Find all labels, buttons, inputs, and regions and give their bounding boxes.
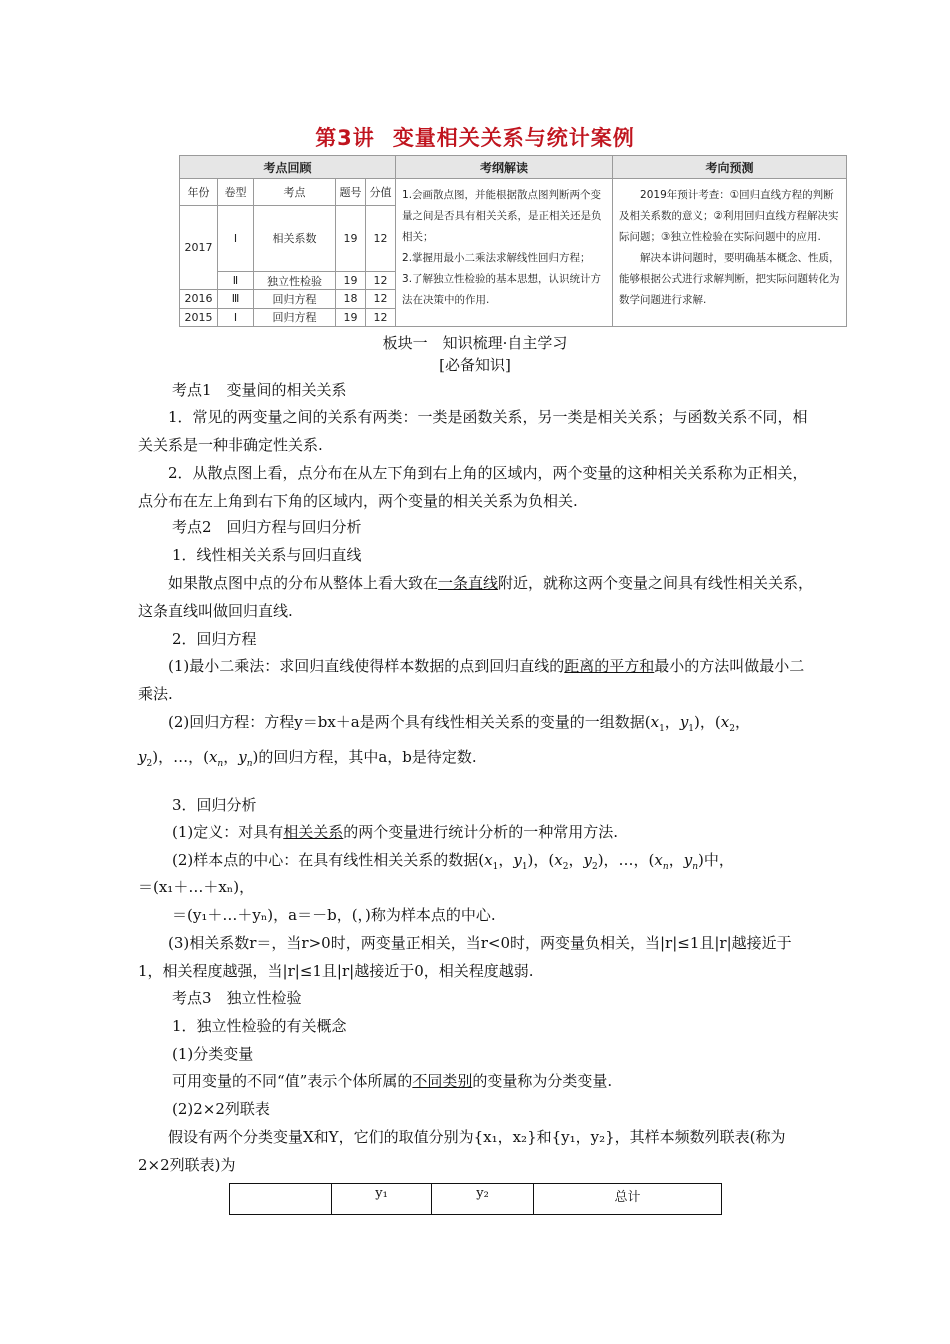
outline-cell xyxy=(396,179,613,327)
text-run: (1)最小二乘法：求回归直线使得样本数据的点到回归直线的 xyxy=(168,657,565,675)
underlined-term: 一条直线 xyxy=(438,574,499,592)
row-year: 2016 xyxy=(180,290,218,308)
kp3-contingency: (2)2×2列联表 xyxy=(172,1100,270,1118)
subheader-paper: 卷型 xyxy=(218,179,254,206)
subheader-score: 分值 xyxy=(366,179,396,206)
outline-item: 1.会画散点图，并能根据散点图判断两个变量之间是否具有相关关系，是正相关还是负相关； xyxy=(402,189,602,243)
text-run: 的两个变量进行统计分析的一种常用方法. xyxy=(343,823,619,841)
row-paper: Ⅱ xyxy=(218,271,254,289)
row-score: 12 xyxy=(366,290,396,308)
section-title xyxy=(0,332,950,353)
kp2-sub2: 2．回归方程 xyxy=(172,630,257,648)
row-year: 2017 xyxy=(180,206,218,290)
forecast-paragraph: 解决本讲问题时，要明确基本概念、性质，能够根据公式进行求解判断，把实际问题转化为数学问题进行求解. xyxy=(619,252,840,306)
row-year: 2015 xyxy=(180,308,218,326)
kp2-y-mean: ＝(y₁＋…＋yₙ)，a＝－b，(，)称为样本点的中心. xyxy=(172,906,496,924)
page-title xyxy=(0,122,950,152)
text-run: (2)样本点的中心：在具有线性相关关系的数据 xyxy=(172,851,479,869)
kp3-contingency-desc: 假设有两个分类变量X和Y，它们的取值分别为{x₁，x₂}和{y₁，y₂}，其样本频数列联表(称为2×2列联表)为 xyxy=(138,1128,786,1174)
freq-cell: 总计 xyxy=(534,1184,722,1215)
lecture-number: 第3讲 xyxy=(315,126,375,150)
lecture-topic: 变量相关关系与统计案例 xyxy=(392,126,635,150)
text-run: 最小的方法叫做最小二乘法. xyxy=(138,657,805,703)
freq-cell: y₂ xyxy=(432,1184,534,1215)
underlined-term: 不同类别 xyxy=(412,1072,473,1090)
section-name: 知识梳理·自主学习 xyxy=(442,334,568,352)
kp2-sub1: 1．线性相关关系与回归直线 xyxy=(172,546,362,564)
text-run: (2)回归方程：方程y＝bx＋a是两个具有线性相关关系的变量的一组数据 xyxy=(168,713,645,731)
kp2-correlation: (3)相关系数r＝，当r>0时，两变量正相关，当r<0时，两变量负相关，当|r|≤1且|r|越接近于1，相关程度越强，当|r|≤1且|r|越接近于0，相关程度越弱. xyxy=(138,934,792,980)
row-qno: 18 xyxy=(336,290,366,308)
kp2-regression-equation: (2)回归方程：方程y＝bx＋a是两个具有线性相关关系的变量的一组数据($x_1$，$y_1$)，($x_2$，$y_2$)，…，($x_n$，$y_n$)的回归方程，其中a，b是待定数. xyxy=(138,713,750,769)
kp3-sub1: 1．独立性检验的有关概念 xyxy=(172,1017,347,1035)
section-subtitle: [必备知识] xyxy=(439,356,511,374)
kp3-heading: 考点3 独立性检验 xyxy=(172,989,302,1007)
kp2-definition xyxy=(172,818,618,846)
freq-cell xyxy=(230,1184,332,1215)
kp2-heading: 考点2 回归方程与回归分析 xyxy=(172,518,362,536)
forecast-cell xyxy=(613,179,847,327)
row-paper: Ⅲ xyxy=(218,290,254,308)
row-point: 相关系数 xyxy=(254,206,336,272)
kp2-x-mean: ＝(x₁＋…＋xₙ)， xyxy=(138,878,255,896)
text-run: 的回归方程，其中a，b是待定数. xyxy=(258,748,477,766)
kp2-least-squares xyxy=(138,652,814,708)
text-run: (1)定义：对具有 xyxy=(172,823,284,841)
kp2-sample-center: (2)样本点的中心：在具有线性相关关系的数据($x_1$，$y_1$)，($x_2$，$y_2$)，…，($x_n$，$y_n$)中， xyxy=(172,851,734,872)
header-outline: 考纲解读 xyxy=(396,156,613,179)
row-point: 回归方程 xyxy=(254,308,336,326)
kp2-sub3: 3．回归分析 xyxy=(172,796,257,814)
contingency-table xyxy=(229,1183,722,1215)
section-block: 板块一 xyxy=(382,334,428,352)
kp1-paragraph-2: 2．从散点图上看，点分布在从左下角到右上角的区域内，两个变量的这种相关关系称为正相关，点分布在左上角到右下角的区域内，两个变量的相关关系为负相关. xyxy=(138,464,808,510)
kp1-heading: 考点1 变量间的相关关系 xyxy=(172,381,347,399)
exam-overview-table xyxy=(179,155,847,327)
text-run: 可用变量的不同“值”表示个体所属的 xyxy=(172,1072,413,1090)
kp3-categorical-def xyxy=(172,1067,612,1095)
underlined-term: 相关关系 xyxy=(283,823,344,841)
row-paper: Ⅰ xyxy=(218,308,254,326)
kp1-paragraph-1: 1．常见的两变量之间的关系有两类：一类是函数关系，另一类是相关关系；与函数关系不同，相关关系是一种非确定性关系. xyxy=(138,408,808,454)
text-run: 的变量称为分类变量. xyxy=(472,1072,613,1090)
row-score: 12 xyxy=(366,271,396,289)
row-paper: Ⅰ xyxy=(218,206,254,272)
kp3-categorical: (1)分类变量 xyxy=(172,1045,254,1063)
subheader-year: 年份 xyxy=(180,179,218,206)
header-forecast: 考向预测 xyxy=(613,156,847,179)
row-qno: 19 xyxy=(336,308,366,326)
row-point: 回归方程 xyxy=(254,290,336,308)
underlined-term: 距离的平方和 xyxy=(564,657,655,675)
freq-cell: y₁ xyxy=(332,1184,432,1215)
row-score: 12 xyxy=(366,308,396,326)
header-review: 考点回顾 xyxy=(180,156,396,179)
text-run: 如果散点图中点的分布从整体上看大致在 xyxy=(168,574,439,592)
row-qno: 19 xyxy=(336,206,366,272)
text-run: 附近，就称这两个变量之间具有线性相关关系，这条直线叫做回归直线. xyxy=(138,574,814,620)
outline-item: 2.掌握用最小二乘法求解线性回归方程； xyxy=(402,252,591,264)
subheader-qno: 题号 xyxy=(336,179,366,206)
forecast-paragraph: 2019年预计考查：①回归直线方程的判断及相关系数的意义；②利用回归直线方程解决实际问题；③独立性检验在实际问题中的应用. xyxy=(619,189,839,243)
row-qno: 19 xyxy=(336,271,366,289)
row-score: 12 xyxy=(366,206,396,272)
subheader-point: 考点 xyxy=(254,179,336,206)
row-point: 独立性检验 xyxy=(254,271,336,289)
outline-item: 3.了解独立性检验的基本思想，认识统计方法在决策中的作用. xyxy=(402,273,602,306)
kp2-sub1-paragraph xyxy=(138,569,814,625)
text-run: 中， xyxy=(703,851,734,869)
